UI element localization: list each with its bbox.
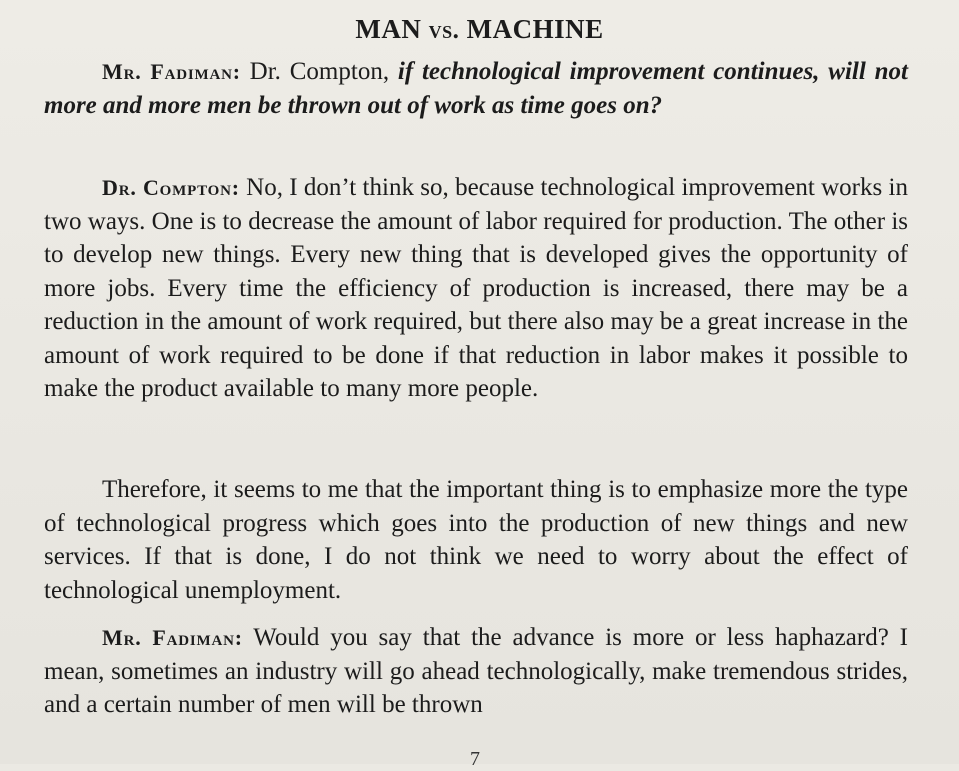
paragraph-text: Would you say that the advance is more or less haphazard? I mean, sometimes an industry will go ahead technologically, make tremendous strides, and a certain number of men will be thrown: [44, 624, 909, 718]
paragraph-compton-continued: [44, 473, 908, 607]
title-man: MAN: [355, 14, 422, 44]
speaker-label: Mr. Fadiman:: [102, 59, 241, 84]
paragraph-compton-answer: [44, 171, 908, 406]
paragraph-fadiman-question-1: [44, 55, 908, 122]
paragraph-text: No, I don’t think so, because technological improvement works in two ways. One is to decrease the amount of labor required for production. The other is to develop new things. Every new thing that is developed gives the opportunity of more jobs. Every time the efficiency of production is increased, there may be a reduction in the amount of work required, but there also may be a great increase in the amount of work required to be done if that reduction in labor makes it possible to make the product available to many more people.: [44, 174, 908, 402]
page-number: 7: [470, 748, 480, 770]
page-title: [0, 14, 959, 45]
speaker-label: Dr. Compton:: [102, 175, 240, 200]
paragraph-fadiman-question-2: [44, 621, 908, 722]
paragraph-text: Therefore, it seems to me that the important thing is to emphasize more the type of technological progress which goes into the production of new things and new services. If that is done, I do not think we need to worry about the effect of technological unemployment.: [44, 476, 908, 604]
title-vs: vs.: [428, 17, 460, 44]
title-machine: MACHINE: [466, 14, 604, 44]
question-emphasis-text: if technological improvement continues, will not more and more men be thrown out of work as time goes on?: [44, 58, 908, 119]
paragraph-lead-text: Dr. Compton,: [240, 58, 398, 85]
speaker-label: Mr. Fadiman:: [102, 625, 243, 650]
